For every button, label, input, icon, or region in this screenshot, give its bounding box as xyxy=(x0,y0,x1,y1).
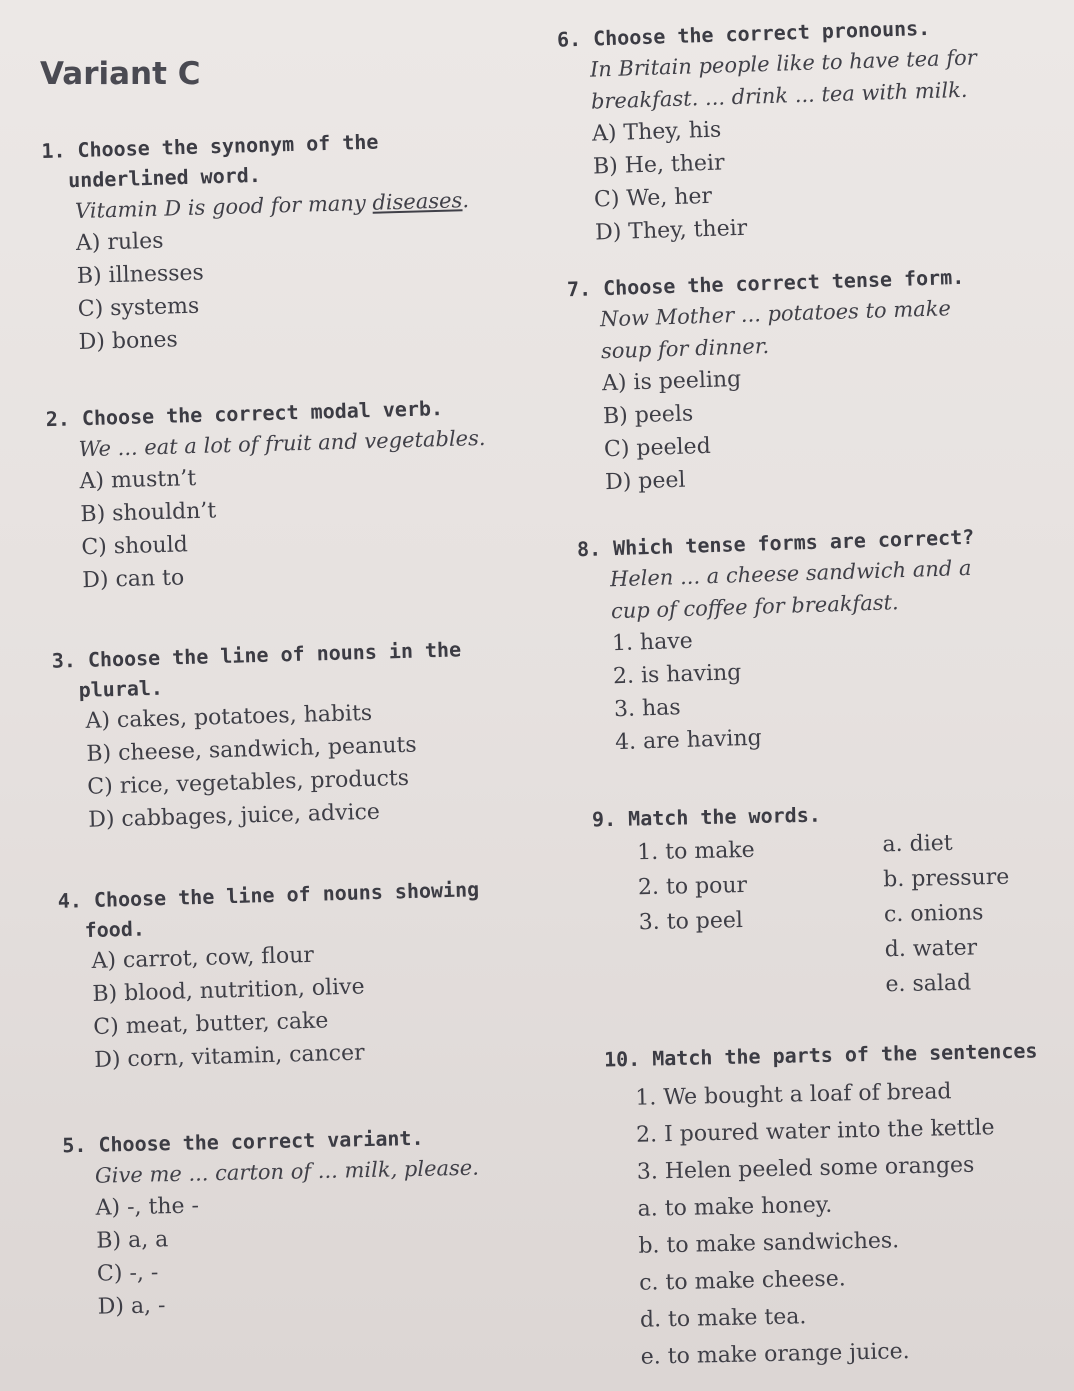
option-d[interactable]: D) bones xyxy=(78,327,179,356)
question-prompt-2: breakfast. ... drink ... tea with milk. xyxy=(590,77,968,114)
sentence-ending-d[interactable]: d. to make tea. xyxy=(639,1304,807,1333)
question-prompt: Helen ... a cheese sandwich and a xyxy=(609,555,972,592)
question-heading: 9. Match the words. xyxy=(591,802,822,832)
match-option-d[interactable]: d. water xyxy=(884,935,978,963)
question-prompt: Vitamin D is good for many diseases. xyxy=(74,188,470,224)
question-heading: 5. Choose the correct variant. xyxy=(62,1125,424,1158)
question-heading: 4. Choose the line of nouns showing food. xyxy=(57,877,480,943)
match-option-b[interactable]: b. pressure xyxy=(883,864,1010,893)
match-left-column xyxy=(637,833,757,940)
match-item-3[interactable]: 3. to peel xyxy=(638,908,744,936)
option-c[interactable]: C) We, her xyxy=(593,183,713,213)
option-d[interactable]: D) corn, vitamin, cancer xyxy=(93,1040,365,1073)
question-1 xyxy=(41,124,473,360)
match-item-1[interactable]: 1. to make xyxy=(637,837,755,866)
option-b[interactable]: B) blood, nutrition, olive xyxy=(92,974,365,1007)
page-title: Variant C xyxy=(40,56,201,92)
sentence-part-3[interactable]: 3. Helen peeled some oranges xyxy=(636,1152,975,1185)
option-3[interactable]: 3. has xyxy=(613,695,681,723)
option-a[interactable]: A) cakes, potatoes, habits xyxy=(85,700,373,734)
match-option-c[interactable]: c. onions xyxy=(883,900,984,928)
option-b[interactable]: B) shouldn’t xyxy=(80,498,217,528)
sentence-parts-left xyxy=(635,1072,1000,1375)
option-c[interactable]: C) should xyxy=(81,532,189,561)
option-d[interactable]: D) cabbages, juice, advice xyxy=(87,799,381,833)
option-d[interactable]: D) can to xyxy=(81,565,185,594)
option-d[interactable]: D) peel xyxy=(604,467,686,496)
option-c[interactable]: C) rice, vegetables, products xyxy=(87,765,410,800)
option-4[interactable]: 4. are having xyxy=(614,725,763,756)
question-prompt: Now Mother ... potatoes to make xyxy=(599,296,952,332)
option-1[interactable]: 1. have xyxy=(611,628,694,657)
question-heading: 6. Choose the correct pronouns. xyxy=(556,15,931,52)
question-heading: 7. Choose the correct tense form. xyxy=(566,264,965,302)
option-a[interactable]: A) is peeling xyxy=(601,366,742,397)
question-9 xyxy=(592,800,821,835)
option-d[interactable]: D) They, their xyxy=(594,215,748,246)
question-8 xyxy=(577,522,981,760)
question-6 xyxy=(557,11,983,250)
sentence-ending-e[interactable]: e. to make orange juice. xyxy=(640,1339,910,1370)
question-prompt: In Britain people like to have tea for xyxy=(589,45,978,82)
question-10 xyxy=(604,1035,1038,1074)
sentence-ending-c[interactable]: c. to make cheese. xyxy=(638,1266,846,1296)
option-b[interactable]: B) a, a xyxy=(96,1227,169,1254)
option-a[interactable]: A) -, the - xyxy=(95,1193,200,1221)
question-prompt: We ... eat a lot of fruit and vegetables. xyxy=(78,425,486,462)
question-5 xyxy=(62,1122,482,1325)
match-right-column xyxy=(882,825,1012,1003)
match-option-a[interactable]: a. diet xyxy=(882,830,953,858)
question-4 xyxy=(57,874,484,1078)
option-b[interactable]: B) illnesses xyxy=(76,260,205,290)
option-c[interactable]: C) -, - xyxy=(96,1260,159,1287)
question-prompt: Give me ... carton of ... milk, please. xyxy=(94,1155,480,1188)
option-a[interactable]: A) carrot, cow, flour xyxy=(91,942,315,974)
sentence-part-2[interactable]: 2. I poured water into the kettle xyxy=(635,1115,995,1148)
question-heading: 3. Choose the line of nouns in the plural. xyxy=(51,637,462,703)
match-item-2[interactable]: 2. to pour xyxy=(637,872,748,901)
option-d[interactable]: D) a, - xyxy=(97,1293,166,1320)
option-b[interactable]: B) peels xyxy=(602,401,694,430)
question-heading: 2. Choose the correct modal verb. xyxy=(45,396,444,432)
option-c[interactable]: C) meat, butter, cake xyxy=(93,1008,329,1040)
option-b[interactable]: B) cheese, sandwich, peanuts xyxy=(86,732,417,767)
sentence-ending-b[interactable]: b. to make sandwiches. xyxy=(638,1228,900,1259)
question-prompt-2: soup for dinner. xyxy=(600,333,770,364)
option-c[interactable]: C) peeled xyxy=(603,433,712,463)
match-option-e[interactable]: e. salad xyxy=(885,970,972,998)
question-heading: 10. Match the parts of the sentences xyxy=(603,1038,1038,1072)
option-b[interactable]: B) He, their xyxy=(592,150,725,180)
question-prompt-2: cup of coffee for breakfast. xyxy=(610,590,899,624)
question-2 xyxy=(45,392,489,598)
option-2[interactable]: 2. is having xyxy=(612,660,742,690)
option-a[interactable]: A) mustn’t xyxy=(79,465,197,495)
question-3 xyxy=(51,634,466,837)
sentence-part-1[interactable]: 1. We bought a loaf of bread xyxy=(635,1079,952,1111)
question-heading: 1. Choose the synonym of the underlined word. xyxy=(41,129,379,193)
sentence-ending-a[interactable]: a. to make honey. xyxy=(637,1192,833,1222)
option-a[interactable]: A) They, his xyxy=(591,117,722,147)
option-a[interactable]: A) rules xyxy=(75,228,164,257)
question-heading: 8. Which tense forms are correct? xyxy=(576,524,975,562)
question-7 xyxy=(567,262,971,500)
option-c[interactable]: C) systems xyxy=(77,293,200,323)
